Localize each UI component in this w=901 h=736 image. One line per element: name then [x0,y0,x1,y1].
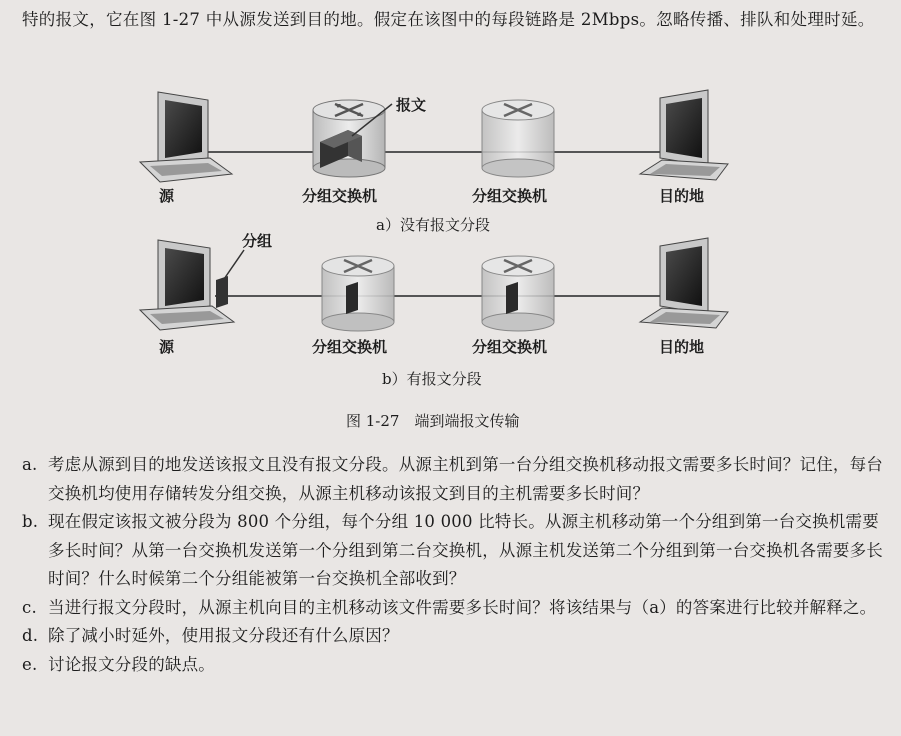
question-a [22,451,888,508]
question-marker: c. [22,597,37,617]
question-text: 考虑从源到目的地发送该报文且没有报文分段。从源主机到第一台分组交换机移动报文需要多长时间？记住，每台交换机均使用存储转发分组交换，从源主机移动该报文到目的主机需要多长时间？ [48,455,883,503]
figure-caption: 图 1-27 端到端报文传输 [346,412,520,430]
source-computer-icon-a [140,92,232,182]
question-text: 讨论报文分段的缺点。 [48,654,215,674]
question-marker: b. [22,512,39,531]
destination-label-a: 目的地 [659,187,705,205]
question-c [22,594,888,623]
switch2-label-b: 分组交换机 [472,338,548,356]
question-marker: d. [22,626,39,645]
destination-computer-icon-a [640,90,728,180]
packet-icon-switch2 [506,282,518,314]
question-marker: e. [22,654,38,674]
message-callout-label: 报文 [396,96,427,114]
question-text: 现在假定该报文被分段为 800 个分组，每个分组 10 000 比特长。从源主机移动第一个分组到第一台交换机需要多长时间？从第一台交换机发送第一个分组到第二台交换机，从源主机发送第二个分组到第一台交换机各需要多长时间？什么时候第二个分组能被第一台交换机全部收到？ [48,512,883,588]
question-list [22,451,888,679]
question-d [22,622,888,651]
packet-icon-switch1 [346,282,358,314]
question-text: 当进行报文分段时，从源主机向目的主机移动该文件需要多长时间？将该结果与（a）的答案进行比较并解释之。 [48,597,877,617]
destination-label-b: 目的地 [659,338,705,356]
packet-callout-line [222,250,244,282]
figure-1-27 [0,70,901,440]
caption-part-a: a）没有报文分段 [376,216,490,234]
question-b [22,508,888,594]
question-text: 除了减小时延外，使用报文分段还有什么原因？ [48,626,399,645]
switch1-label-a: 分组交换机 [302,187,378,205]
source-label-a: 源 [159,187,175,205]
packet-switch-icon-a2 [482,100,554,177]
source-label-b: 源 [159,338,175,356]
switch1-label-b: 分组交换机 [312,338,388,356]
packet-callout-label: 分组 [242,232,273,250]
intro-paragraph: 特的报文，它在图 1-27 中从源发送到目的地。假定在该图中的每段链路是 2Mbps。忽略传播、排队和处理时延。 [22,10,875,29]
destination-computer-icon-b [640,238,728,328]
switch2-label-a: 分组交换机 [472,187,548,205]
question-marker: a. [22,455,38,474]
caption-part-b: b）有报文分段 [382,370,482,388]
question-e [22,651,888,680]
